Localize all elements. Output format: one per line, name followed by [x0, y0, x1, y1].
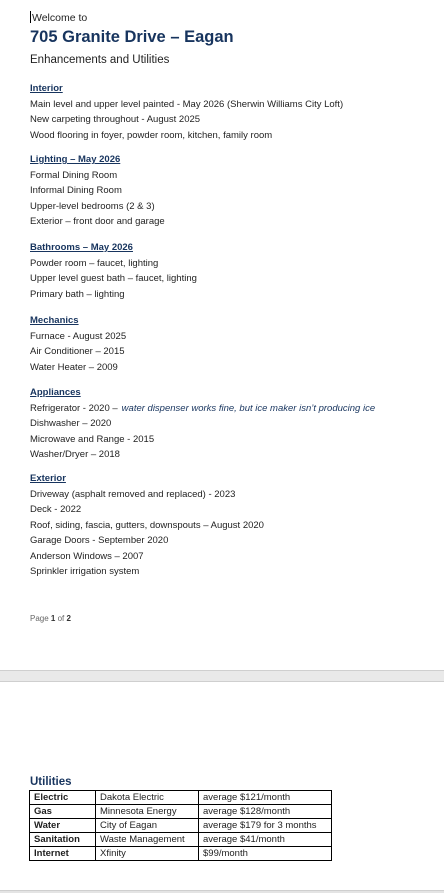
list-item: Anderson Windows – 2007: [30, 550, 144, 562]
list-item: Powder room – faucet, lighting: [30, 257, 159, 269]
utility-type: Internet: [30, 847, 96, 861]
list-item: Water Heater – 2009: [30, 361, 118, 373]
refrigerator-note: water dispenser works fine, but ice maker isn’t producing ice: [121, 402, 376, 414]
list-item: Upper-level bedrooms (2 & 3): [30, 200, 155, 212]
list-item: Formal Dining Room: [30, 169, 118, 181]
list-item: Furnace - August 2025: [30, 330, 127, 342]
list-item: Microwave and Range - 2015: [30, 433, 155, 445]
utility-provider: Minnesota Energy: [96, 805, 199, 819]
section-bathrooms: [30, 240, 440, 302]
utility-type: Sanitation: [30, 833, 96, 847]
section-mechanics: [30, 313, 440, 375]
utilities-heading: Utilities: [30, 776, 72, 788]
page-total: 2: [66, 614, 71, 623]
section-exterior: [30, 471, 440, 580]
list-item: Roof, siding, fascia, gutters, downspouts – August 2020: [30, 519, 264, 531]
list-item: Wood flooring in foyer, powder room, kitchen, family room: [30, 129, 273, 141]
page-title: 705 Granite Drive – Eagan: [30, 28, 234, 46]
table-row: [30, 847, 332, 861]
list-item: Deck - 2022: [30, 504, 82, 515]
welcome-label: Welcome to: [32, 12, 88, 24]
utility-provider: Waste Management: [96, 833, 199, 847]
list-item: Sprinkler irrigation system: [30, 566, 140, 577]
section-appliances: [30, 385, 440, 463]
section-lighting: [30, 152, 440, 230]
utility-cost: $99/month: [199, 847, 332, 861]
list-item: [30, 401, 440, 417]
utility-provider: Xfinity: [96, 847, 199, 861]
refrigerator-label: Refrigerator - 2020 –: [30, 402, 118, 414]
utility-cost: average $128/month: [199, 805, 332, 819]
page-break: [0, 670, 444, 682]
table-row: [30, 819, 332, 833]
section-heading: Mechanics: [30, 315, 79, 326]
utility-type: Electric: [30, 791, 96, 805]
section-heading: Appliances: [30, 387, 81, 398]
utilities-table: [29, 790, 332, 861]
list-item: Upper level guest bath – faucet, lighting: [30, 273, 197, 284]
section-heading: Bathrooms – May 2026: [30, 242, 133, 253]
list-item: Exterior – front door and garage: [30, 216, 165, 227]
section-interior: [30, 81, 440, 143]
list-item: Informal Dining Room: [30, 185, 122, 196]
document-page-2: [0, 682, 444, 890]
list-item: Washer/Dryer – 2018: [30, 449, 120, 460]
list-item: New carpeting throughout - August 2025: [30, 114, 201, 125]
section-heading: Lighting – May 2026: [30, 154, 121, 165]
page-word: Page: [30, 614, 49, 623]
list-item: Air Conditioner – 2015: [30, 346, 125, 357]
welcome-text[interactable]: [30, 11, 87, 24]
table-row: [30, 833, 332, 847]
list-item: Main level and upper level painted - May 2026 (Sherwin Williams City Loft): [30, 98, 344, 110]
of-word: of: [57, 614, 65, 623]
section-heading: Interior: [30, 83, 63, 94]
utility-type: Water: [30, 819, 96, 833]
list-item: Primary bath – lighting: [30, 288, 125, 300]
section-heading: Exterior: [30, 473, 66, 484]
utility-type: Gas: [30, 805, 96, 819]
page-subtitle: Enhancements and Utilities: [30, 54, 170, 66]
utility-cost: average $179 for 3 months: [199, 819, 332, 833]
list-item: Garage Doors - September 2020: [30, 535, 169, 546]
page-current: 1: [50, 614, 56, 623]
utility-cost: average $41/month: [199, 833, 332, 847]
text-cursor: [30, 11, 31, 23]
table-row: [30, 791, 332, 805]
list-item: Driveway (asphalt removed and replaced) - 2023: [30, 488, 236, 500]
utility-provider: City of Eagan: [96, 819, 199, 833]
table-row: [30, 805, 332, 819]
list-item: Dishwasher – 2020: [30, 418, 112, 429]
page-number: [30, 614, 71, 623]
utility-cost: average $121/month: [199, 791, 332, 805]
utility-provider: Dakota Electric: [96, 791, 199, 805]
